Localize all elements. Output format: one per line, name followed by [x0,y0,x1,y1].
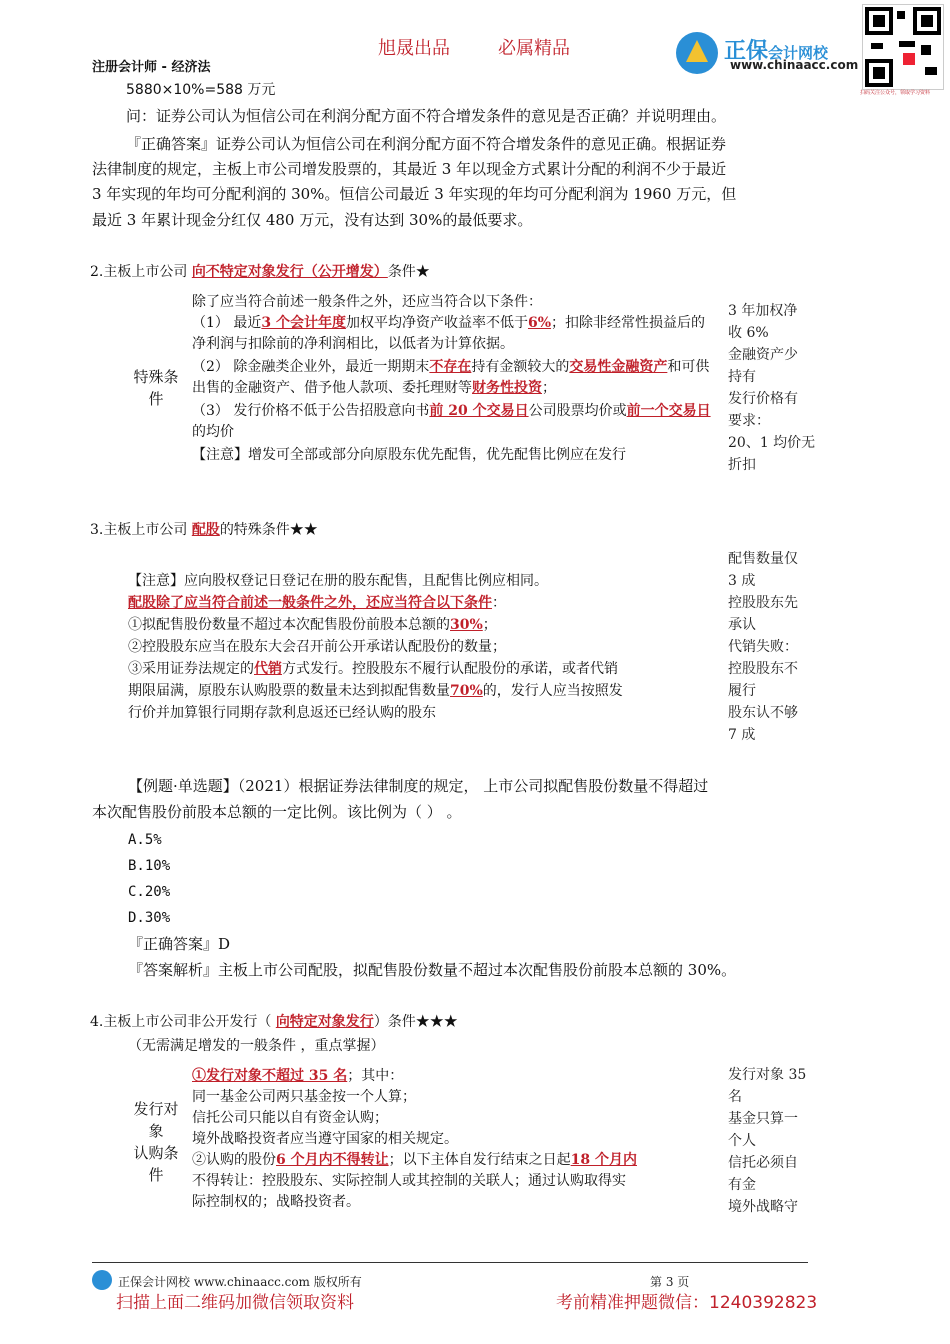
intro-answer-2: 法律制度的规定，主板上市公司增发股票的，其最近 3 年以现金方式累计分配的利润不少于最近 [92,160,727,178]
sec3-heading: 3.主板上市公司 配股的特殊条件★★ [90,522,318,538]
example-question-1: 【例题·单选题】（2021）根据证券法律制度的规定， 上市公司拟配售股份数量不得超过 [128,777,709,795]
footer-promo-left: 扫描上面二维码加微信领取资料 [116,1293,354,1313]
sec2-cond-2: （2） 除金融类企业外，最近一期期末不存在持有金额较大的交易性金融资产和可供出售的金融资产、借予他人款项、委托理财等财务性投资； [192,359,710,396]
qr-code-icon [862,4,944,90]
brand-sub: 会计网校 [768,44,829,62]
example-option-c: C.20% [128,884,171,900]
sec2-note: 【注意】增发可全部或部分向原股东优先配售，优先配售比例应在发行 [192,447,626,463]
example-answer: 『正确答案』D [128,935,231,953]
sec2-conditions [192,292,718,466]
brand-name: 正保 [724,39,769,64]
footer-divider [92,1262,808,1263]
sec4-label: 发行对 象 认购条 件 [133,1100,179,1184]
intro-answer-4: 最近 3 年累计现金分红仅 480 万元，没有达到 30%的最低要求。 [92,211,533,229]
sec4-rule-1: ①发行对象不超过 35 名；其中： [192,1068,404,1084]
sec3-item-2: ②控股股东应当在股东大会召开前公开承诺认配股份的数量； [128,639,506,655]
sec4-rule-6: 不得转让：控股股东、实际控制人或其控制的关联人；通过认购取得实 [192,1173,626,1189]
example-option-a: A.5% [128,832,162,848]
example-analysis: 『答案解析』主板上市公司配股，拟配售股份数量不超过本次配售股份前股本总额的 30%。 [128,961,737,979]
sec4-rule-7: 际控制权的；战略投资者。 [192,1194,360,1210]
sec3-lead: 配股除了应当符合前述一般条件之外，还应当符合以下条件： [128,595,506,611]
course-title: 注册会计师 - 经济法 [92,60,211,75]
example-option-b: B.10% [128,858,171,874]
sec2-label: 特殊条件 [133,368,179,408]
footer-promo-right: 考前精准押题微信：1240392823 [556,1293,818,1313]
intro-question: 问：证券公司认为恒信公司在利润分配方面不符合增发条件的意见是否正确？并说明理由。 [126,107,727,125]
footer-logo-icon [92,1270,112,1290]
sec4-heading: 4.主板上市公司非公开发行（ 向特定对象发行）条件★★★ [90,1014,458,1030]
sec3-note: 【注意】应向股权登记日登记在册的股东配售，且配售比例应相同。 [128,573,548,589]
header-slogan-left: 旭晟出品 [378,38,450,59]
sec2-intro: 除了应当符合前述一般条件之外，还应当符合以下条件： [192,294,542,310]
sec3-item-3: ③采用证券法规定的代销方式发行。控股股东不履行认配股份的承诺，或者代销 期限届满，原股东认购股票的数量未达到拟配售数量70%的，发行人应当按照发 行价并加算银行同期存款利息返还已经认购的股东 [128,661,623,721]
sec4-rule-4: 境外战略投资者应当遵守国家的相关规定。 [192,1131,458,1147]
footer-page-number: 第 3 页 [650,1275,690,1289]
header-slogan-right: 必属精品 [498,38,570,59]
brand-url: www.chinaacc.com [730,58,859,72]
sec2-cond-3: （3） 发行价格不低于公告招股意向书前 20 个交易日公司股票均价或前一个交易日的均价 [192,403,711,440]
intro-answer-1: 『正确答案』证券公司认为恒信公司在利润分配方面不符合增发条件的意见正确。根据证券 [126,135,727,153]
calc-line: 5880×10%=588 万元 [126,82,276,98]
intro-answer-3: 3 年实现的年均可分配利润的 30%。恒信公司最近 3 年实现的年均可分配利润为 1960 万元，但 [92,185,737,203]
brand-logo-icon [676,32,718,74]
sec4-rule-3: 信托公司只能以自有资金认购； [192,1110,388,1126]
sec4-subheading: （无需满足增发的一般条件 ，重点掌握） [128,1038,385,1054]
qr-caption: 扫码关注公众号，领取学习资料 [860,90,931,96]
sec2-heading [90,262,430,283]
sec2-cond-1: （1） 最近3 个会计年度加权平均净资产收益率不低于6%；扣除非经常性损益后的净利润与扣除前的净利润相比，以低者为计算依据。 [192,315,706,352]
sec4-side-notes: 发行对象 35 名 基金只算一 个人 信托必须自 有金 境外战略守 [728,1067,807,1215]
sec3-item-1: ①拟配售股份数量不超过本次配售股份前股本总额的30%； [128,617,497,633]
sec3-body [128,570,720,724]
example-option-d: D.30% [128,910,171,926]
sec4-rule-5: ②认购的股份6 个月内不得转让；以下主体自发行结束之日起18 个月内 [192,1152,637,1168]
sec2-side-notes: 3 年加权净 收 6% 金融资产少 持有 发行价格有 要求： 20、1 均价无 折扣 [728,303,816,473]
footer-copyright: 正保会计网校 www.chinaacc.com 版权所有 [118,1275,362,1289]
sec2-highlight: 向不特定对象发行（公开增发） [191,264,388,280]
sec2-prefix: 2.主板上市公司 [90,264,188,280]
sec3-side-notes: 配售数量仅 3 成 控股股东先 承认 代销失败： 控股股东不 履行 股东认不够 7 成 [728,551,798,743]
sec4-rule-2: 同一基金公司两只基金按一个人算； [192,1089,416,1105]
sec4-conditions [192,1066,720,1213]
sec2-suffix: 条件★ [387,264,430,280]
example-question-2: 本次配售股份前股本总额的一定比例。该比例为（ ） 。 [92,803,462,821]
